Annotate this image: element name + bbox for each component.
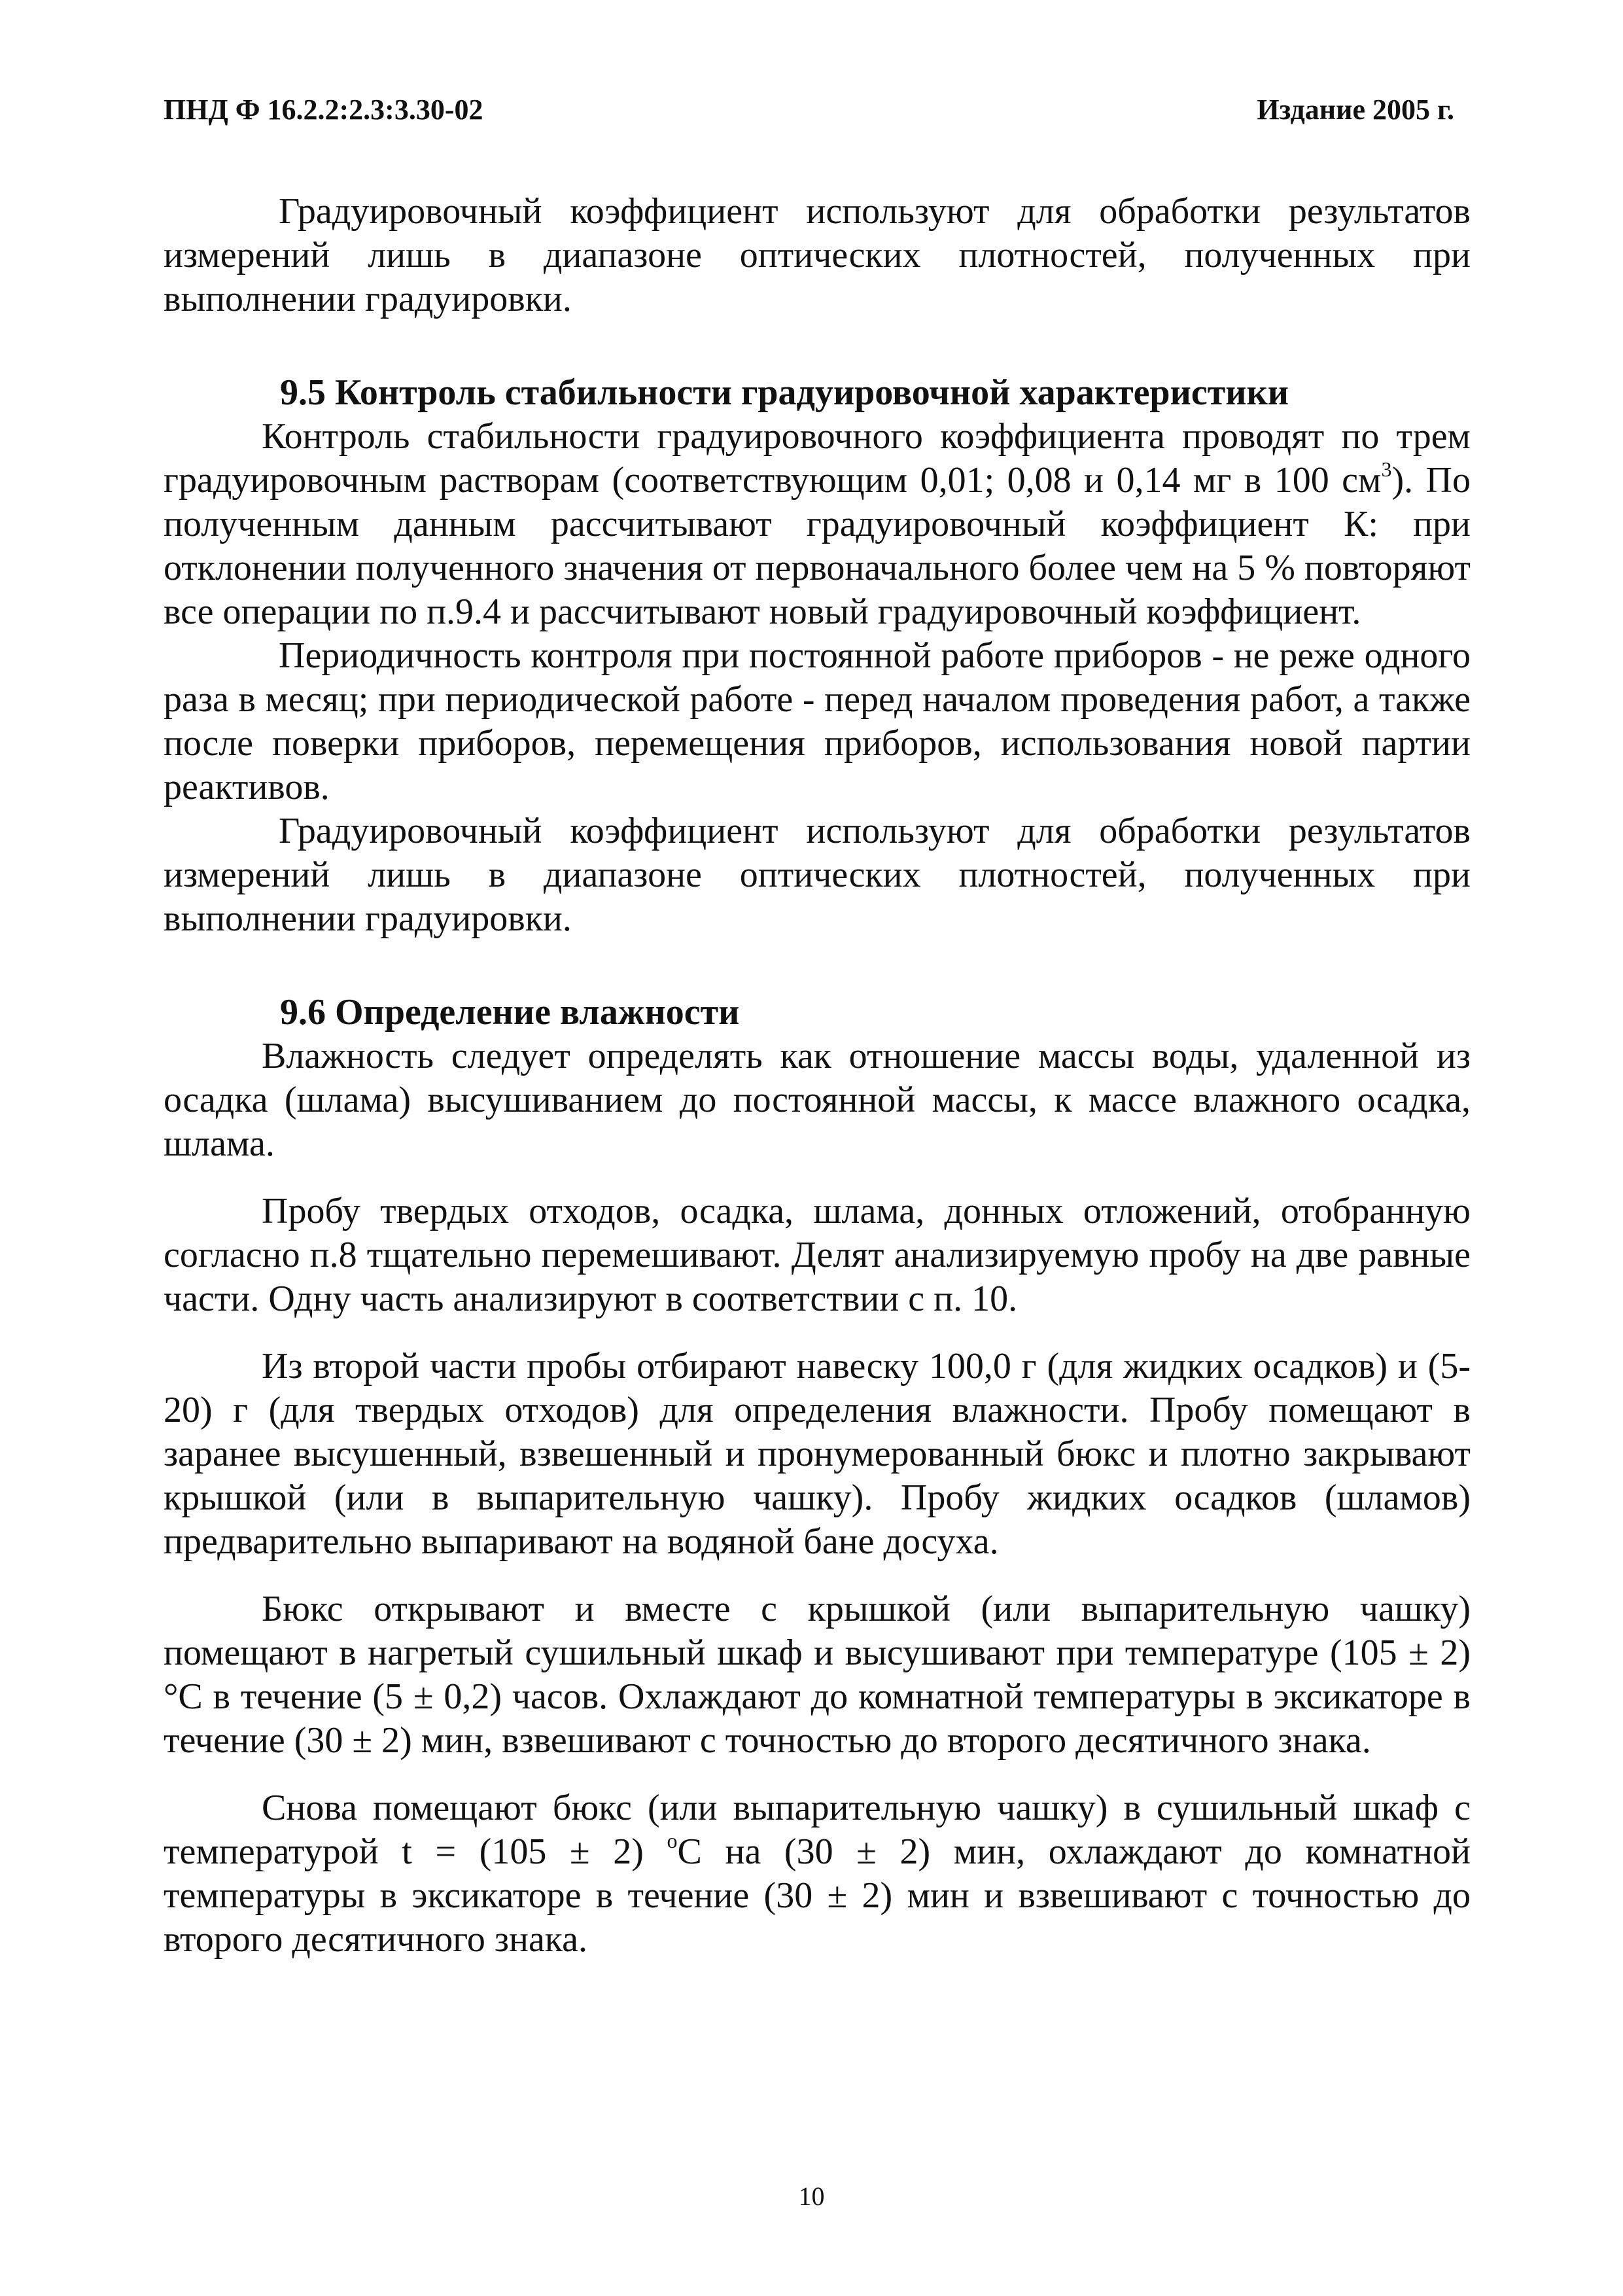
intro-paragraph: Градуировочный коэффициент используют для обработки результатов измерений лишь в диапазоне оптических плотностей, полученных при выполнении градуировки. bbox=[164, 191, 1471, 319]
paragraph-text: Снова помещают бюкс (или выпарительную чашку) в сушильный шкаф с температурой t = (105 ± 2) bbox=[164, 1788, 1471, 1872]
paragraph-spacer bbox=[164, 1564, 1471, 1587]
page-number: 10 bbox=[798, 2181, 825, 2211]
section-9-5-paragraph-1 bbox=[164, 415, 1471, 634]
paragraph-spacer bbox=[164, 1166, 1471, 1190]
paragraph-text: Контроль стабильности градуировочного коэффициента проводят по трем градуировочным растворам (соответствующим 0,01; 0,08 и 0,14 мг в 100 см bbox=[164, 416, 1471, 501]
section-9-5-paragraph-3: Градуировочный коэффициент используют для обработки результатов измерений лишь в диапазоне оптических плотностей, полученных при выполнении градуировки. bbox=[164, 811, 1471, 939]
paragraph-spacer bbox=[164, 1321, 1471, 1345]
paragraph-spacer bbox=[164, 1763, 1471, 1786]
section-9-6-paragraph-2: Пробу твердых отходов, осадка, шлама, донных отложений, отобранную согласно п.8 тщательно перемешивают. Делят анализируемую пробу на две равные части. Одну часть анализируют в соответствии с п. 10. bbox=[164, 1191, 1471, 1319]
paragraph-text: ). По полученным данным рассчитывают градуировочный коэффициент К: при отклонении полученного значения от первоначального более чем на 5 % повторяют все операции по п.9.4 и рассчитывают новый градуировочный коэффициент. bbox=[164, 460, 1471, 632]
section-spacer bbox=[164, 321, 1471, 371]
page-content bbox=[164, 190, 1471, 1962]
document-code: ПНД Ф 16.2.2:2.3:3.30-02 bbox=[164, 94, 483, 126]
section-9-6-paragraph-1: Влажность следует определять как отношение массы воды, удаленной из осадка (шлама) высушиванием до постоянной массы, к массе влажного осадка, шлама. bbox=[164, 1036, 1471, 1164]
section-9-6-paragraph-5 bbox=[164, 1786, 1471, 1962]
section-9-5-heading: 9.5 Контроль стабильности градуировочной характеристики bbox=[280, 372, 1289, 413]
superscript: о bbox=[667, 1829, 678, 1852]
section-9-5-paragraph-2: Периодичность контроля при постоянной работе приборов - не реже одного раза в месяц; при периодической работе - перед началом проведения работ, а также после поверки приборов, перемещения приборов, использования новой партии реактивов. bbox=[164, 635, 1471, 807]
section-9-6-heading: 9.6 Определение влажности bbox=[280, 992, 740, 1033]
section-9-6-paragraph-3: Из второй части пробы отбирают навеску 100,0 г (для жидких осадков) и (5-20) г (для твердых отходов) для определения влажности. Пробу помещают в заранее высушенный, взвешенный и пронумерованный бюкс и плотно закрывают крышкой (или в выпарительную чашку). Пробу жидких осадков (шламов) предварительно выпаривают на водяной бане досуха. bbox=[164, 1346, 1471, 1562]
paragraph-text: С на (30 ± 2) мин, охлаждают до комнатной температуры в эксикаторе в течение (30 ± 2) мин и взвешивают с точностью до второго десятичного знака. bbox=[164, 1831, 1471, 1960]
superscript: 3 bbox=[1381, 457, 1392, 481]
edition-label: Издание 2005 г. bbox=[1257, 94, 1454, 126]
section-spacer bbox=[164, 941, 1471, 991]
section-9-6-paragraph-4: Бюкс открывают и вместе с крышкой (или выпарительную чашку) помещают в нагретый сушильный шкаф и высушивают при температуре (105 ± 2)°С в течение (5 ± 0,2) часов. Охлаждают до комнатной температуры в эксикаторе в течение (30 ± 2) мин, взвешивают с точностью до второго десятичного знака. bbox=[164, 1589, 1471, 1761]
